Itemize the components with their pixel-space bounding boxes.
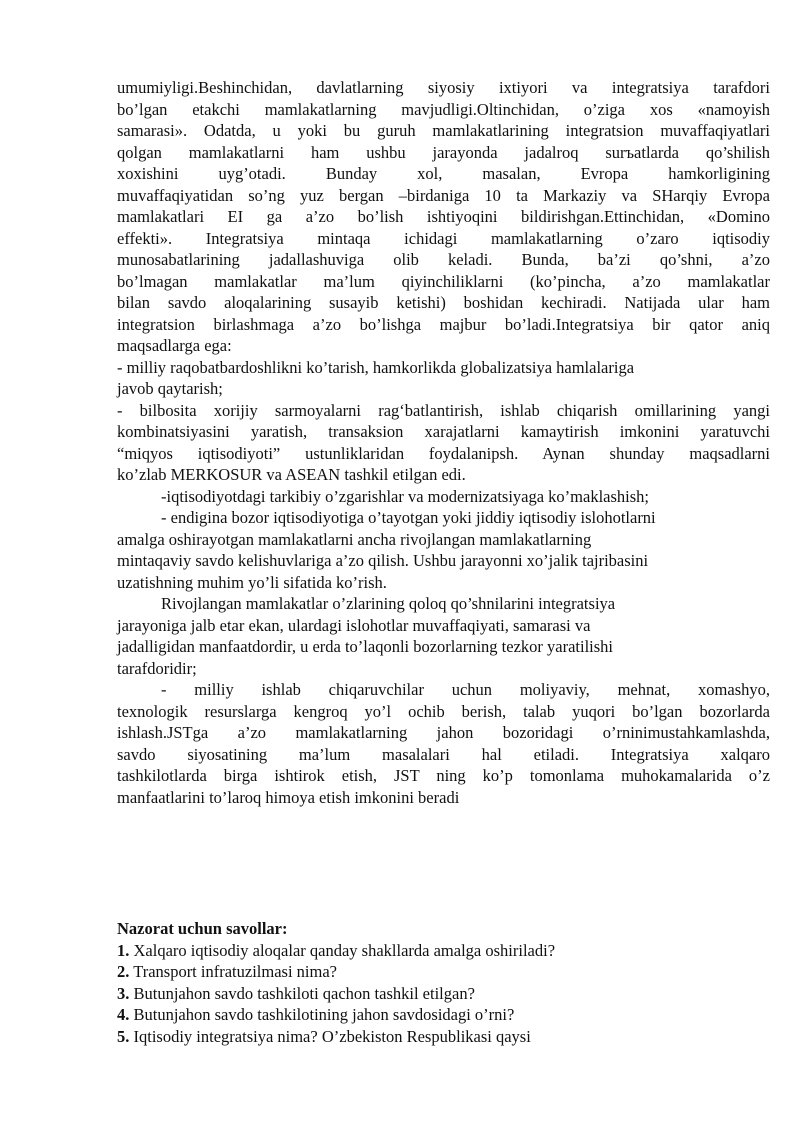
- text-line: mamlakatlari EI ga a’zo bo’lish ishtiyoqini bildirishgan.Ettinchidan, «Domino: [117, 207, 770, 226]
- text-line: tashkilotlarda birga ishtirok etish, JST ning ko’p tomonlama muhokamalarida o’z: [117, 766, 770, 785]
- text-line: umumiyligi.Beshinchidan, davlatlarning siyosiy ixtiyori va integratsiya tarafdori: [117, 78, 770, 97]
- text-line: muvaffaqiyatidan so’ng yuz bergan –birdaniga 10 ta Markaziy va SHarqiy Evropa: [117, 185, 770, 205]
- text-line: bo’lgan etakchi mamlakatlarning mavjudligi.Oltinchidan, o’ziga xos «namoyish: [117, 99, 770, 119]
- question-item: [117, 1004, 770, 1026]
- text-line: maqsadlarga ega:: [117, 336, 232, 355]
- text-line: ishlash.JSTga a’zo mamlakatlarning jahon bozoridagi o’rninimustahkamlashda,: [117, 723, 770, 742]
- text-line: xoxishini uyg’otadi. Bunday xol, masalan, Evropa hamkorligining: [117, 164, 770, 183]
- question-item: [117, 961, 770, 983]
- question-item: [117, 1026, 770, 1048]
- bullet-line: -iqtisodiyotdagi tarkibiy o’zgarishlar va modernizatsiyaga ko’maklashish;: [161, 486, 649, 506]
- bullet-line: - milliy raqobatbardoshlikni ko’tarish, hamkorlikda globalizatsiya hamlalariga: [117, 357, 635, 377]
- text-line: - milliy ishlab chiqaruvchilar uchun moliyaviy, mehnat, xomashyo,: [161, 680, 770, 699]
- text-line: munosabatlarining jadallashuviga olib keladi. Bunda, ba’zi qo’shni, a’zo: [117, 250, 770, 269]
- paragraph-integration-factors: [117, 77, 770, 808]
- bullet-line: ko’zlab MERKOSUR va ASEAN tashkil etilgan edi.: [117, 465, 466, 484]
- bullet-line: “miqyos iqtisodiyoti” ustunliklaridan foydalanipsh. Aynan shunday maqsadlarni: [117, 443, 770, 463]
- question-item: [117, 983, 770, 1005]
- text-line: jadalligidan manfaatdordir, u erda to’laqonli bozorlarning tezkor yaratilishi: [117, 637, 613, 656]
- control-questions: [117, 918, 770, 1047]
- question-number: 3.: [117, 983, 130, 1003]
- text-line: samarasi». Odatda, u yoki bu guruh mamlakatlarining integratsion muvaffaqiyatlari: [117, 121, 770, 140]
- text-line: savdo siyosatining ma’lum masalalari hal etiladi. Integratsiya xalqaro: [117, 744, 770, 764]
- text-line: manfaatlarini to’laroq himoya etish imkonini beradi: [117, 787, 460, 807]
- question-number: 2.: [117, 962, 130, 981]
- text-line: integratsion birlashmaga a’zo bo’lishga majbur bo’ladi.Integratsiya bir qator aniq: [117, 314, 770, 334]
- text-line: jarayoniga jalb etar ekan, ulardagi islohotlar muvaffaqiyati, samarasi va: [117, 615, 591, 635]
- bullet-line: amalga oshirayotgan mamlakatlarni ancha rivojlangan mamlakatlarning: [117, 529, 592, 549]
- text-line: bo’lmagan mamlakatlar ma’lum qiyinchiliklarni (ko’pincha, a’zo mamlakatlar: [117, 271, 770, 291]
- question-text: Xalqaro iqtisodiy aloqalar qanday shakllarda amalga oshiriladi?: [133, 940, 556, 960]
- question-text: Butunjahon savdo tashkilotining jahon savdosidagi o’rni?: [133, 1005, 515, 1024]
- text-line: texnologik resurslarga kengroq yo’l ochib berish, talab yuqori bo’lgan bozorlarda: [117, 701, 770, 721]
- bullet-line: - endigina bozor iqtisodiyotiga o’tayotgan yoki jiddiy iqtisodiy islohotlarni: [161, 508, 656, 527]
- bullet-line: javob qaytarish;: [117, 379, 223, 398]
- question-text: Butunjahon savdo tashkiloti qachon tashkil etilgan?: [133, 983, 475, 1003]
- text-line: tarafdoridir;: [117, 658, 197, 678]
- bullet-line: mintaqaviy savdo kelishuvlariga a’zo qilish. Ushbu jarayonni xo’jalik tajribasini: [117, 551, 649, 570]
- bullet-line: uzatishning muhim yo’li sifatida ko’rish.: [117, 572, 387, 592]
- bullet-line: - bilbosita xorijiy sarmoyalarni rag‘batlantirish, ishlab chiqarish omillarining yangi: [117, 400, 770, 420]
- questions-title: Nazorat uchun savollar:: [117, 919, 288, 938]
- text-line: Rivojlangan mamlakatlar o’zlarining qoloq qo’shnilarini integratsiya: [161, 594, 616, 613]
- question-number: 4.: [117, 1005, 130, 1024]
- question-number: 5.: [117, 1026, 130, 1046]
- question-number: 1.: [117, 940, 130, 960]
- question-text: Iqtisodiy integratsiya nima? O’zbekiston Respublikasi qaysi: [133, 1026, 531, 1046]
- question-item: [117, 940, 770, 962]
- text-line: bilan savdo aloqalarining susayib ketishi) boshidan kechiradi. Natijada ular ham: [117, 293, 770, 312]
- bullet-line: kombinatsiyasini yaratish, transaksion xarajatlarni kamaytirish imkonini yaratuvchi: [117, 422, 770, 441]
- text-line: effekti». Integratsiya mintaqa ichidagi mamlakatlarning o’zaro iqtisodiy: [117, 228, 770, 248]
- text-line: qolgan mamlakatlarni ham ushbu jarayonda jadalroq surъatlarda qo’shilish: [117, 142, 770, 162]
- question-text: Transport infratuzilmasi nima?: [133, 962, 337, 981]
